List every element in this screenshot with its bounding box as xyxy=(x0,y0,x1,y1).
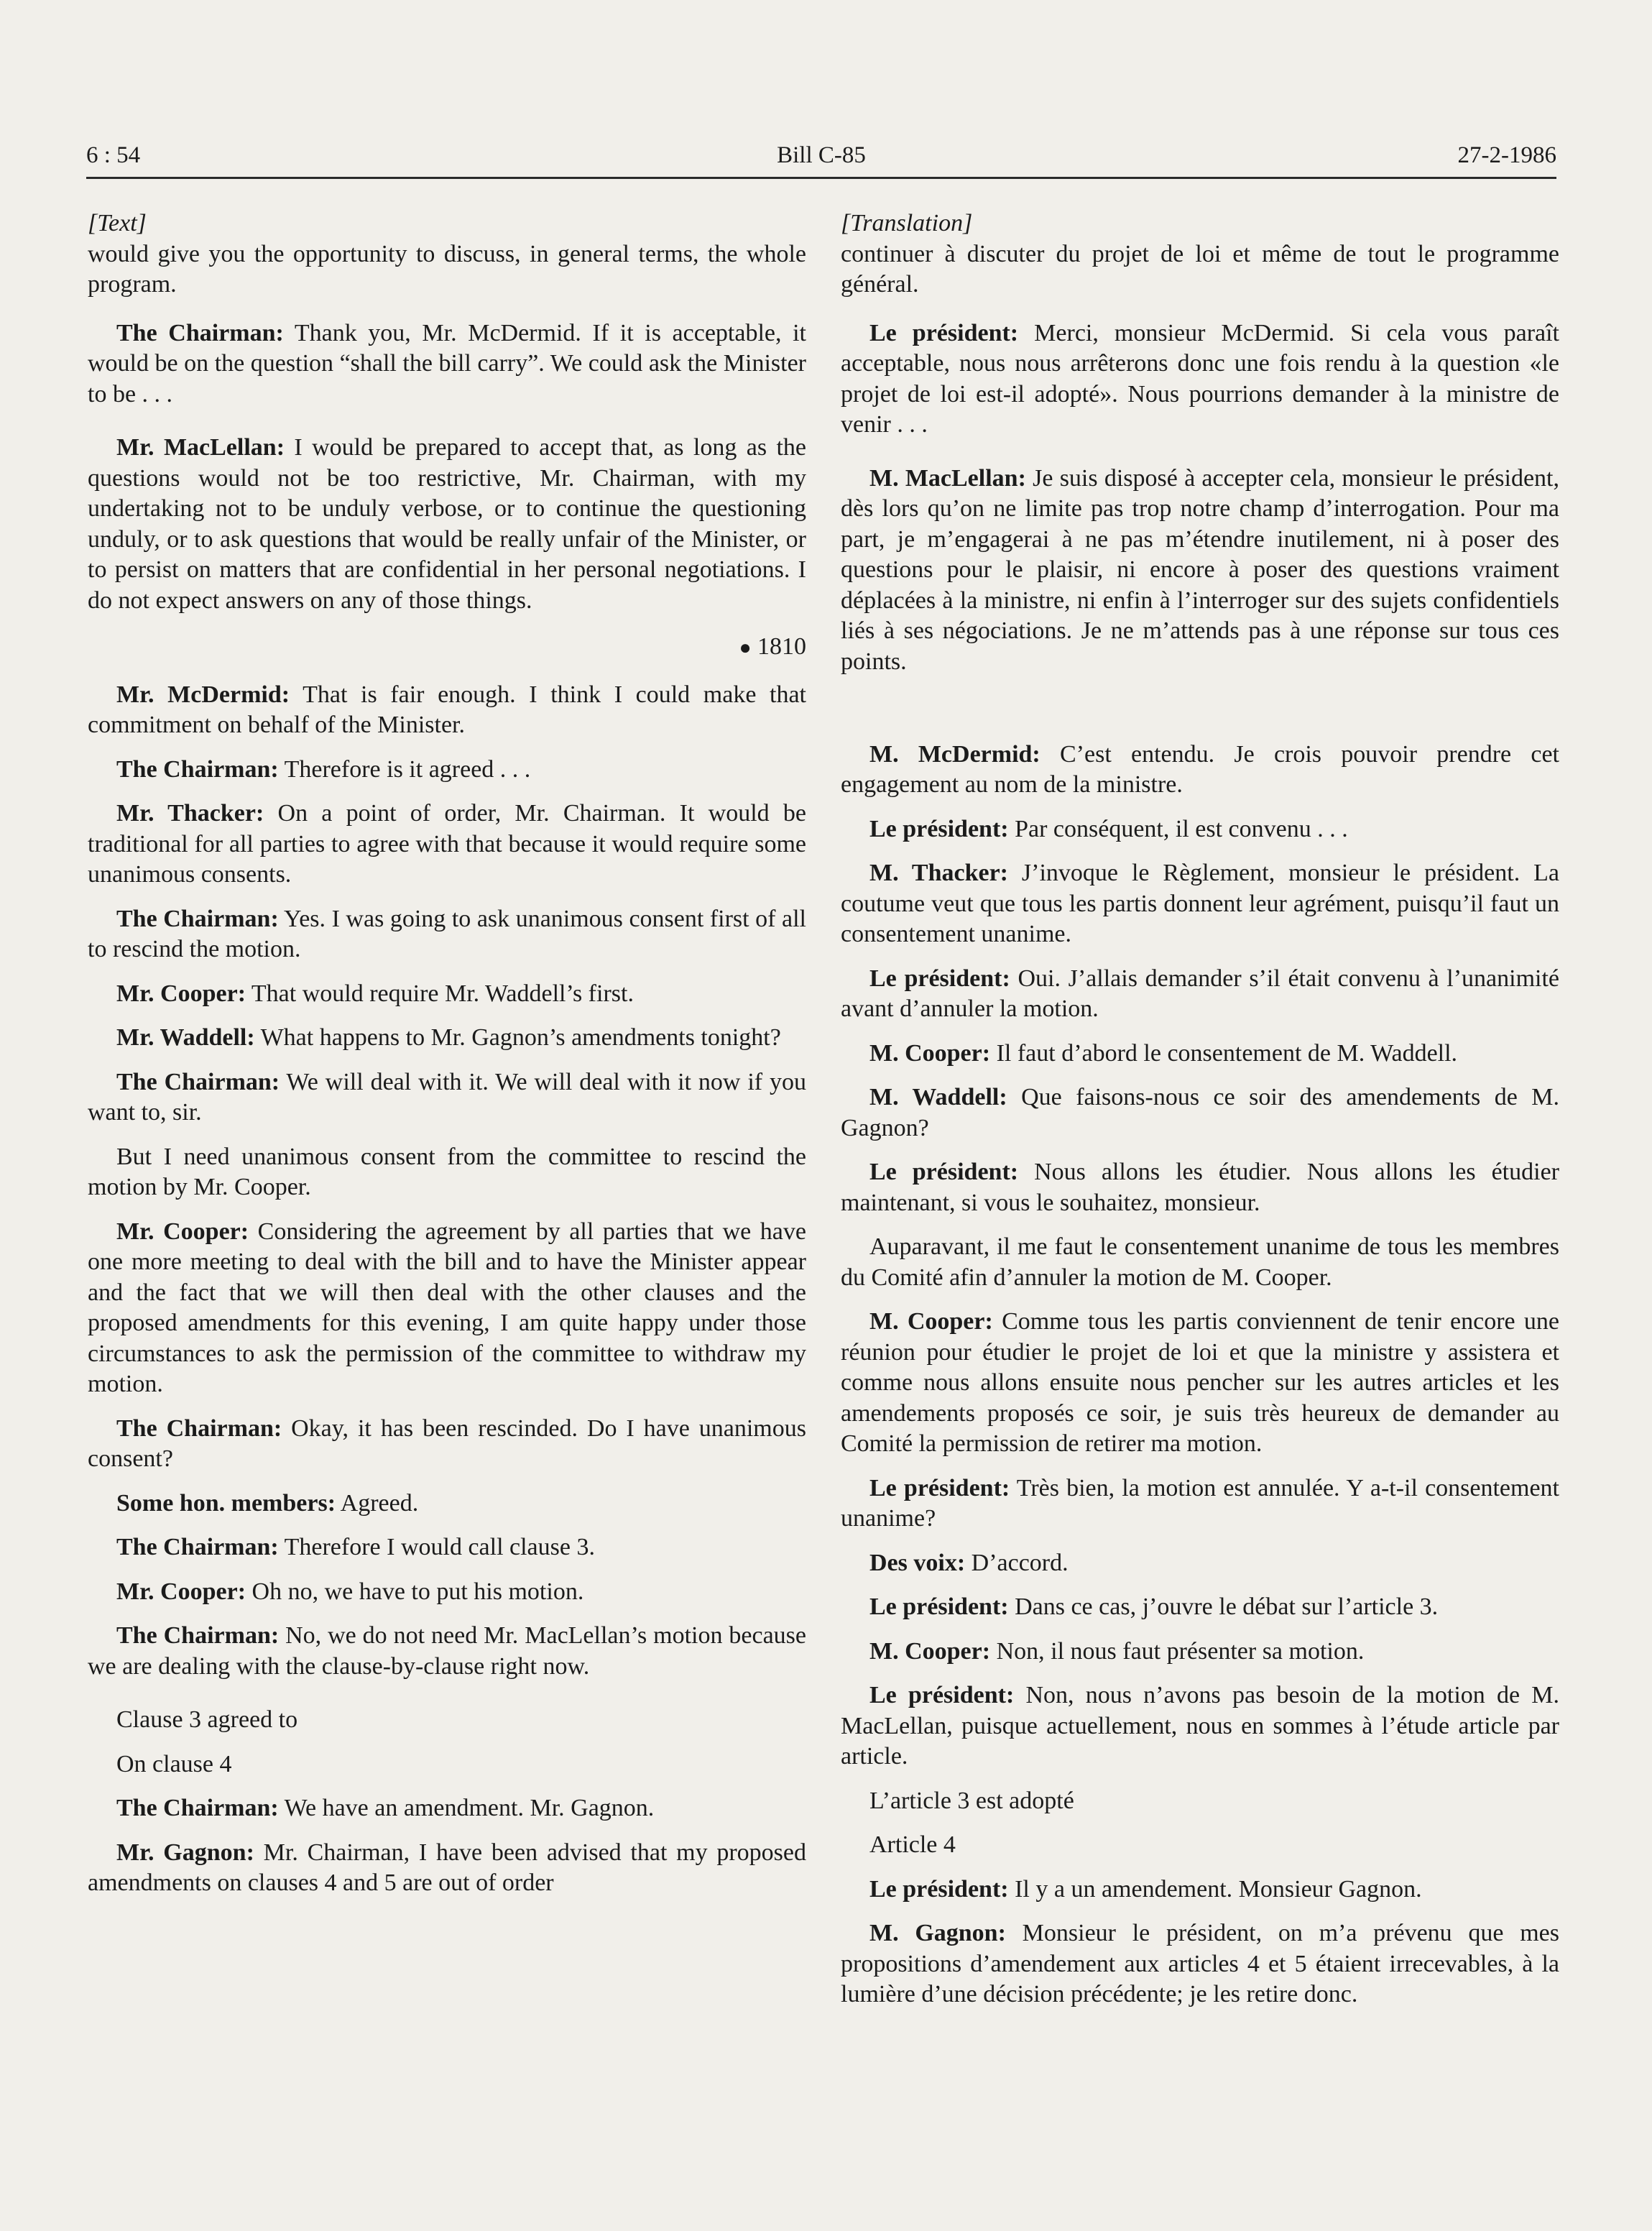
paragraph: Mr. Cooper: Considering the agreement by all parties that we have one more meeting to deal with the bill and to have the Minister appear and the fact that we will then deal with the other clauses and the proposed amendments for this evening, I am quite happy under those circumstances to ask the permission of the committee to withdraw my motion. xyxy=(88,1218,806,1397)
page-number: 6 : 54 xyxy=(86,142,141,168)
column-label: [Translation] xyxy=(841,210,973,236)
english-column xyxy=(88,208,806,1913)
paragraph: The Chairman: No, we do not need Mr. MacLellan’s motion because we are dealing with the clause-by-clause right now. xyxy=(88,1622,806,1680)
paragraph: would give you the opportunity to discuss, in general terms, the whole program. xyxy=(88,240,806,298)
paragraph: L’article 3 est adopté xyxy=(869,1787,1074,1814)
paragraph: Le président: Dans ce cas, j’ouvre le débat sur l’article 3. xyxy=(869,1593,1439,1620)
paragraph: M. MacLellan: Je suis disposé à accepter cela, monsieur le président, dès lors qu’on ne limite pas trop notre champ d’interrogation. Pour ma part, je m’engagerai à ne pas m’étendre inutilement, ni à poser des questions pour le plaisir, ni encore à poser des questions vraiment déplacées à la ministre, ni enfin à l’interroger sur des sujets confidentiels liés à ses négociations. Je ne m’attends pas à une réponse sur tous ces points. xyxy=(841,464,1559,675)
paragraph: Le président: Non, nous n’avons pas besoin de la motion de M. MacLellan, puisque actuellement, nous en sommes à l’étude article par article. xyxy=(841,1682,1559,1770)
paragraph: M. Cooper: Non, il nous faut présenter sa motion. xyxy=(869,1637,1365,1665)
paragraph: The Chairman: Yes. I was going to ask unanimous consent first of all to rescind the motion. xyxy=(88,905,806,962)
paragraph: On clause 4 xyxy=(116,1750,232,1777)
paragraph: The Chairman: Therefore is it agreed . . . xyxy=(116,755,531,783)
paragraph: Mr. MacLellan: I would be prepared to accept that, as long as the questions would not be too restrictive, Mr. Chairman, with my undertaking not to be unduly verbose, or to continue the questioning unduly, or to ask questions that would be really unfair of the Minister, or to persist on matters that are confidential in her personal negotiations. I do not expect answers on any of those things. xyxy=(88,434,806,614)
paragraph: The Chairman: Therefore I would call clause 3. xyxy=(116,1534,595,1560)
paragraph: continuer à discuter du projet de loi et même de tout le programme général. xyxy=(841,240,1559,298)
paragraph: M. Thacker: J’invoque le Règlement, monsieur le président. La coutume veut que tous les partis donnent leur agrément, puisqu’il faut un consentement unanime. xyxy=(841,860,1559,947)
paragraph: Mr. McDermid: That is fair enough. I think I could make that commitment on behalf of the Minister. xyxy=(88,681,807,738)
paragraph: Auparavant, il me faut le consentement unanime de tous les membres du Comité afin d’annuler la motion de M. Cooper. xyxy=(841,1233,1559,1291)
column-label: [Text] xyxy=(88,210,147,236)
time-marker: ● 1810 xyxy=(739,633,806,660)
paragraph: The Chairman: Okay, it has been rescinded. Do I have unanimous consent? xyxy=(88,1414,806,1472)
time-marker-spacer xyxy=(841,693,1559,724)
paragraph: Some hon. members: Agreed. xyxy=(116,1489,419,1517)
paragraph: The Chairman: We have an amendment. Mr. Gagnon. xyxy=(116,1795,655,1821)
paragraph: Mr. Cooper: Oh no, we have to put his motion. xyxy=(116,1578,584,1605)
paragraph: M. Cooper: Comme tous les partis conviennent de tenir encore une réunion pour étudier le projet de loi et que la ministre y assistera et comme nous allons ensuite nous pencher sur les autres articles et les amendements proposés ce soir, je suis très heureux de demander au Comité la permission de retirer ma motion. xyxy=(841,1308,1559,1457)
paragraph: Clause 3 agreed to xyxy=(116,1706,298,1733)
paragraph: Le président: Par conséquent, il est convenu . . . xyxy=(869,815,1348,842)
header-date: 27-2-1986 xyxy=(1457,142,1556,168)
paragraph: Le président: Oui. J’allais demander s’il était convenu à l’unanimité avant d’annuler la motion. xyxy=(841,965,1560,1022)
paragraph: Mr. Cooper: That would require Mr. Waddell’s first. xyxy=(116,980,634,1007)
paragraph: Mr. Gagnon: Mr. Chairman, I have been advised that my proposed amendments on clauses 4 and 5 are out of order xyxy=(88,1839,806,1896)
paragraph: M. Gagnon: Monsieur le président, on m’a prévenu que mes propositions d’amendement aux articles 4 et 5 étaient irrecevables, à la lumière d’une décision précédente; je les retire donc. xyxy=(841,1920,1559,2007)
paragraph: The Chairman: Thank you, Mr. McDermid. If it is acceptable, it would be on the question “shall the bill carry”. We could ask the Minister to be . . . xyxy=(88,319,806,408)
paragraph: Le président: Nous allons les étudier. Nous allons les étudier maintenant, si vous le souhaitez, monsieur. xyxy=(841,1159,1559,1216)
paragraph: M. McDermid: C’est entendu. Je crois pouvoir prendre cet engagement au nom de la ministre. xyxy=(841,740,1559,798)
paragraph: M. Waddell: Que faisons-nous ce soir des amendements de M. Gagnon? xyxy=(841,1084,1559,1141)
paragraph: Le président: Il y a un amendement. Monsieur Gagnon. xyxy=(869,1875,1422,1903)
paragraph: M. Cooper: Il faut d’abord le consentement de M. Waddell. xyxy=(869,1039,1458,1067)
paragraph: Article 4 xyxy=(869,1831,956,1858)
page-header xyxy=(86,141,1556,179)
paragraph: Mr. Waddell: What happens to Mr. Gagnon’s amendments tonight? xyxy=(116,1024,781,1051)
header-title: Bill C-85 xyxy=(777,142,866,168)
paragraph: But I need unanimous consent from the committee to rescind the motion by Mr. Cooper. xyxy=(88,1143,806,1200)
paragraph: Mr. Thacker: On a point of order, Mr. Chairman. It would be traditional for all parties to agree with that because it would require some unanimous consents. xyxy=(88,800,806,888)
paragraph: The Chairman: We will deal with it. We will deal with it now if you want to, sir. xyxy=(88,1068,807,1126)
paragraph: Le président: Merci, monsieur McDermid. Si cela vous paraît acceptable, nous nous arrêterons donc une fois rendu à la question «le projet de loi est-il adopté». Nous pourrions demander à la ministre de venir . . . xyxy=(841,319,1560,438)
french-column xyxy=(841,208,1559,2024)
paragraph: Le président: Très bien, la motion est annulée. Y a-t-il consentement unanime? xyxy=(841,1474,1559,1532)
paragraph: Des voix: D’accord. xyxy=(869,1549,1069,1576)
